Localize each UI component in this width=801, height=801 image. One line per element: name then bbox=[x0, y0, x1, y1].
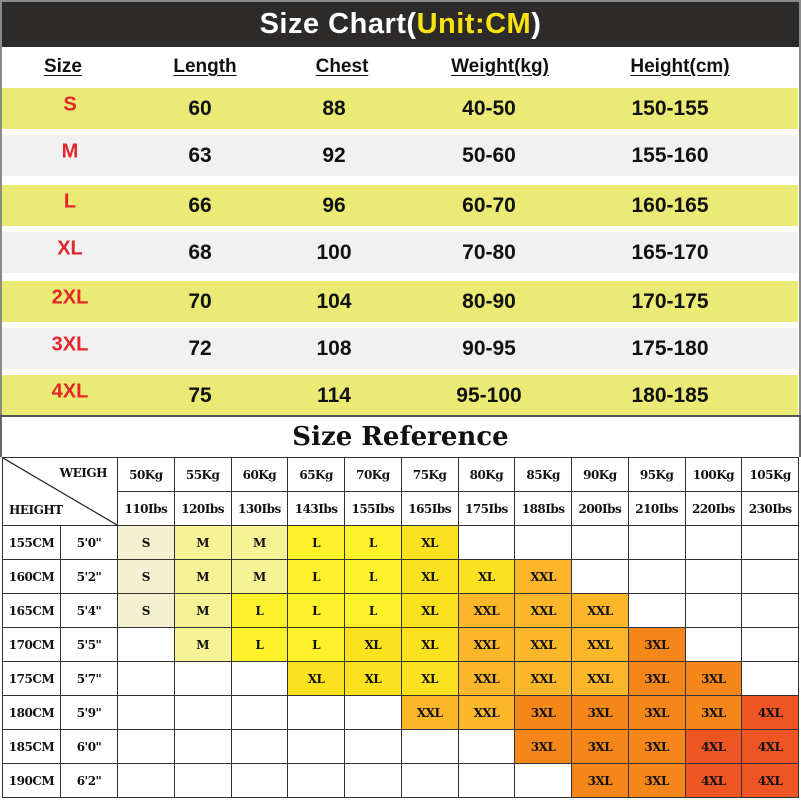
size-cell: XXL bbox=[515, 560, 572, 594]
size-cell: L bbox=[288, 560, 345, 594]
empty-cell bbox=[742, 628, 799, 662]
size-cell: XL bbox=[401, 628, 458, 662]
size-cell: XL bbox=[401, 594, 458, 628]
empty-cell bbox=[685, 594, 742, 628]
weight-lbs-header: 175Ibs bbox=[458, 492, 515, 526]
col-header-length: Length bbox=[173, 56, 237, 77]
grid-row bbox=[3, 594, 799, 628]
height-cm-label: 155CM bbox=[3, 526, 61, 560]
weight-kg-header: 55Kg bbox=[174, 458, 231, 492]
height-ft-label: 5'5" bbox=[61, 628, 118, 662]
size-chart-row bbox=[2, 328, 798, 369]
size-cell: XL bbox=[458, 560, 515, 594]
col-header-chest: Chest bbox=[315, 56, 369, 77]
size-chart-row bbox=[2, 185, 798, 226]
height-cm-label: 180CM bbox=[3, 696, 61, 730]
cell-chest: 88 bbox=[322, 96, 346, 120]
weight-lbs-header: 110Ibs bbox=[118, 492, 175, 526]
cell-height: 165-170 bbox=[631, 240, 709, 264]
grid-row bbox=[3, 526, 799, 560]
size-cell: 4XL bbox=[685, 764, 742, 798]
cell-size: M bbox=[61, 140, 79, 163]
size-cell: XL bbox=[345, 662, 402, 696]
empty-cell bbox=[458, 730, 515, 764]
height-cm-label: 175CM bbox=[3, 662, 61, 696]
cell-weight: 90-95 bbox=[462, 336, 516, 360]
size-cell: 3XL bbox=[628, 696, 685, 730]
cell-chest: 114 bbox=[317, 383, 351, 407]
size-cell: M bbox=[174, 628, 231, 662]
weight-kg-header: 100Kg bbox=[685, 458, 742, 492]
size-cell: XL bbox=[401, 560, 458, 594]
cell-weight: 60-70 bbox=[462, 193, 516, 217]
size-chart-row bbox=[2, 375, 798, 416]
grid-row bbox=[3, 628, 799, 662]
empty-cell bbox=[401, 730, 458, 764]
weight-kg-header: 90Kg bbox=[572, 458, 629, 492]
size-cell: L bbox=[345, 560, 402, 594]
cell-length: 72 bbox=[188, 336, 212, 360]
size-cell: L bbox=[345, 594, 402, 628]
size-cell: XL bbox=[401, 662, 458, 696]
empty-cell bbox=[685, 560, 742, 594]
size-chart-header bbox=[2, 50, 799, 88]
empty-cell bbox=[628, 560, 685, 594]
size-chart-title bbox=[260, 8, 542, 41]
size-cell: 3XL bbox=[628, 662, 685, 696]
empty-cell bbox=[401, 764, 458, 798]
height-ft-label: 5'9" bbox=[61, 696, 118, 730]
weight-lbs-header: 130Ibs bbox=[231, 492, 288, 526]
weight-lbs-header: 200Ibs bbox=[572, 492, 629, 526]
size-cell: L bbox=[288, 526, 345, 560]
col-header-size: Size bbox=[43, 56, 83, 77]
weight-lbs-header: 220Ibs bbox=[685, 492, 742, 526]
cell-height: 170-175 bbox=[631, 289, 709, 313]
size-chart-title-bar bbox=[2, 0, 799, 47]
cell-length: 63 bbox=[188, 143, 212, 167]
weight-lbs-header: 165Ibs bbox=[401, 492, 458, 526]
weight-kg-header: 75Kg bbox=[401, 458, 458, 492]
size-cell: M bbox=[174, 594, 231, 628]
weight-lbs-header: 155Ibs bbox=[345, 492, 402, 526]
size-cell: XL bbox=[288, 662, 345, 696]
cell-height: 155-160 bbox=[631, 143, 709, 167]
empty-cell bbox=[515, 764, 572, 798]
cell-length: 68 bbox=[188, 240, 212, 264]
empty-cell bbox=[458, 526, 515, 560]
size-cell: XXL bbox=[572, 662, 629, 696]
cell-chest: 100 bbox=[316, 240, 352, 264]
cell-height: 150-155 bbox=[631, 96, 709, 120]
weight-lbs-header: 230Ibs bbox=[742, 492, 799, 526]
height-ft-label: 5'0" bbox=[61, 526, 118, 560]
cell-weight: 50-60 bbox=[462, 143, 516, 167]
grid-corner-cell bbox=[3, 458, 118, 526]
weight-kg-header: 60Kg bbox=[231, 458, 288, 492]
title-prefix: Size Chart( bbox=[259, 8, 417, 40]
weight-kg-header: 50Kg bbox=[118, 458, 175, 492]
empty-cell bbox=[628, 526, 685, 560]
size-cell: 3XL bbox=[572, 696, 629, 730]
corner-height-label: HEIGHT bbox=[9, 503, 63, 517]
size-reference bbox=[0, 415, 801, 801]
empty-cell bbox=[174, 696, 231, 730]
cell-size: 4XL bbox=[51, 380, 89, 403]
size-cell: 3XL bbox=[515, 696, 572, 730]
empty-cell bbox=[515, 526, 572, 560]
size-cell: XXL bbox=[572, 628, 629, 662]
size-cell: 3XL bbox=[572, 764, 629, 798]
cell-weight: 80-90 bbox=[462, 289, 516, 313]
weight-kg-header: 80Kg bbox=[458, 458, 515, 492]
size-cell: XXL bbox=[515, 594, 572, 628]
size-cell: 3XL bbox=[628, 628, 685, 662]
title-unit: Unit:CM bbox=[416, 8, 532, 40]
size-cell: L bbox=[288, 594, 345, 628]
empty-cell bbox=[742, 662, 799, 696]
cell-size: S bbox=[63, 93, 77, 116]
empty-cell bbox=[685, 526, 742, 560]
size-cell: 3XL bbox=[685, 696, 742, 730]
weight-kg-header: 70Kg bbox=[345, 458, 402, 492]
empty-cell bbox=[231, 730, 288, 764]
cell-height: 175-180 bbox=[631, 336, 709, 360]
cell-length: 60 bbox=[188, 96, 212, 120]
size-chart-row bbox=[2, 88, 798, 129]
empty-cell bbox=[288, 730, 345, 764]
col-header-weight: Weight(kg) bbox=[451, 56, 549, 77]
weight-lbs-header: 120Ibs bbox=[174, 492, 231, 526]
size-cell: L bbox=[288, 628, 345, 662]
size-cell: 3XL bbox=[515, 730, 572, 764]
cell-height: 180-185 bbox=[631, 383, 709, 407]
size-cell: L bbox=[231, 594, 288, 628]
size-cell: 4XL bbox=[742, 730, 799, 764]
empty-cell bbox=[685, 628, 742, 662]
cell-length: 66 bbox=[188, 193, 212, 217]
size-cell: 4XL bbox=[742, 764, 799, 798]
size-cell: M bbox=[231, 526, 288, 560]
cell-weight: 70-80 bbox=[462, 240, 516, 264]
empty-cell bbox=[174, 662, 231, 696]
col-header-height: Height(cm) bbox=[630, 56, 730, 77]
grid-row bbox=[3, 662, 799, 696]
size-cell: XXL bbox=[458, 662, 515, 696]
cell-chest: 96 bbox=[322, 193, 346, 217]
cell-length: 70 bbox=[188, 289, 212, 313]
size-chart-row bbox=[2, 281, 798, 322]
empty-cell bbox=[118, 662, 175, 696]
empty-cell bbox=[231, 696, 288, 730]
empty-cell bbox=[572, 526, 629, 560]
size-cell: M bbox=[174, 560, 231, 594]
weight-lbs-header: 143Ibs bbox=[288, 492, 345, 526]
size-cell: XL bbox=[401, 526, 458, 560]
size-cell: XXL bbox=[572, 594, 629, 628]
size-cell: L bbox=[231, 628, 288, 662]
height-ft-label: 5'4" bbox=[61, 594, 118, 628]
cell-chest: 108 bbox=[316, 336, 352, 360]
empty-cell bbox=[458, 764, 515, 798]
size-cell: M bbox=[231, 560, 288, 594]
title-suffix: ) bbox=[531, 8, 542, 40]
empty-cell bbox=[742, 560, 799, 594]
weight-lbs-header: 210Ibs bbox=[628, 492, 685, 526]
size-cell: 3XL bbox=[685, 662, 742, 696]
size-chart-row bbox=[2, 135, 798, 176]
cell-size: 3XL bbox=[51, 333, 89, 356]
size-cell: XXL bbox=[515, 628, 572, 662]
size-cell: L bbox=[345, 526, 402, 560]
size-chart-row bbox=[2, 232, 798, 273]
empty-cell bbox=[742, 594, 799, 628]
empty-cell bbox=[742, 526, 799, 560]
grid-row bbox=[3, 730, 799, 764]
empty-cell bbox=[345, 764, 402, 798]
cell-size: 2XL bbox=[51, 286, 89, 309]
size-cell: S bbox=[118, 526, 175, 560]
cell-size: L bbox=[63, 190, 77, 213]
empty-cell bbox=[118, 730, 175, 764]
empty-cell bbox=[118, 696, 175, 730]
cell-weight: 95-100 bbox=[456, 383, 522, 407]
size-cell: XXL bbox=[458, 628, 515, 662]
height-cm-label: 170CM bbox=[3, 628, 61, 662]
weight-kg-header: 105Kg bbox=[742, 458, 799, 492]
size-cell: S bbox=[118, 560, 175, 594]
size-cell: XXL bbox=[401, 696, 458, 730]
height-cm-label: 190CM bbox=[3, 764, 61, 798]
empty-cell bbox=[572, 560, 629, 594]
empty-cell bbox=[118, 628, 175, 662]
height-cm-label: 160CM bbox=[3, 560, 61, 594]
size-reference-title: Size Reference bbox=[0, 417, 801, 457]
empty-cell bbox=[174, 764, 231, 798]
empty-cell bbox=[628, 594, 685, 628]
empty-cell bbox=[174, 730, 231, 764]
size-cell: 3XL bbox=[628, 764, 685, 798]
corner-weigh-label: WEIGH bbox=[59, 466, 107, 480]
grid-row bbox=[3, 560, 799, 594]
height-ft-label: 5'2" bbox=[61, 560, 118, 594]
empty-cell bbox=[118, 764, 175, 798]
height-ft-label: 5'7" bbox=[61, 662, 118, 696]
size-cell: S bbox=[118, 594, 175, 628]
size-cell: 4XL bbox=[685, 730, 742, 764]
height-ft-label: 6'0" bbox=[61, 730, 118, 764]
size-cell: XXL bbox=[458, 696, 515, 730]
empty-cell bbox=[288, 696, 345, 730]
cell-height: 160-165 bbox=[631, 193, 709, 217]
cell-chest: 104 bbox=[316, 289, 352, 313]
grid-row bbox=[3, 696, 799, 730]
empty-cell bbox=[231, 662, 288, 696]
size-cell: XL bbox=[345, 628, 402, 662]
weight-kg-header: 65Kg bbox=[288, 458, 345, 492]
height-cm-label: 165CM bbox=[3, 594, 61, 628]
size-cell: 4XL bbox=[742, 696, 799, 730]
cell-size: XL bbox=[57, 237, 83, 260]
empty-cell bbox=[288, 764, 345, 798]
size-cell: 3XL bbox=[628, 730, 685, 764]
empty-cell bbox=[231, 764, 288, 798]
size-cell: 3XL bbox=[572, 730, 629, 764]
size-cell: XXL bbox=[458, 594, 515, 628]
size-cell: M bbox=[174, 526, 231, 560]
empty-cell bbox=[345, 696, 402, 730]
empty-cell bbox=[345, 730, 402, 764]
weight-kg-header: 95Kg bbox=[628, 458, 685, 492]
grid-row bbox=[3, 764, 799, 798]
cell-length: 75 bbox=[188, 383, 212, 407]
weight-lbs-header: 188Ibs bbox=[515, 492, 572, 526]
size-cell: XXL bbox=[515, 662, 572, 696]
cell-chest: 92 bbox=[322, 143, 346, 167]
height-ft-label: 6'2" bbox=[61, 764, 118, 798]
height-cm-label: 185CM bbox=[3, 730, 61, 764]
size-reference-grid bbox=[2, 457, 799, 798]
cell-weight: 40-50 bbox=[462, 96, 516, 120]
weight-kg-header: 85Kg bbox=[515, 458, 572, 492]
